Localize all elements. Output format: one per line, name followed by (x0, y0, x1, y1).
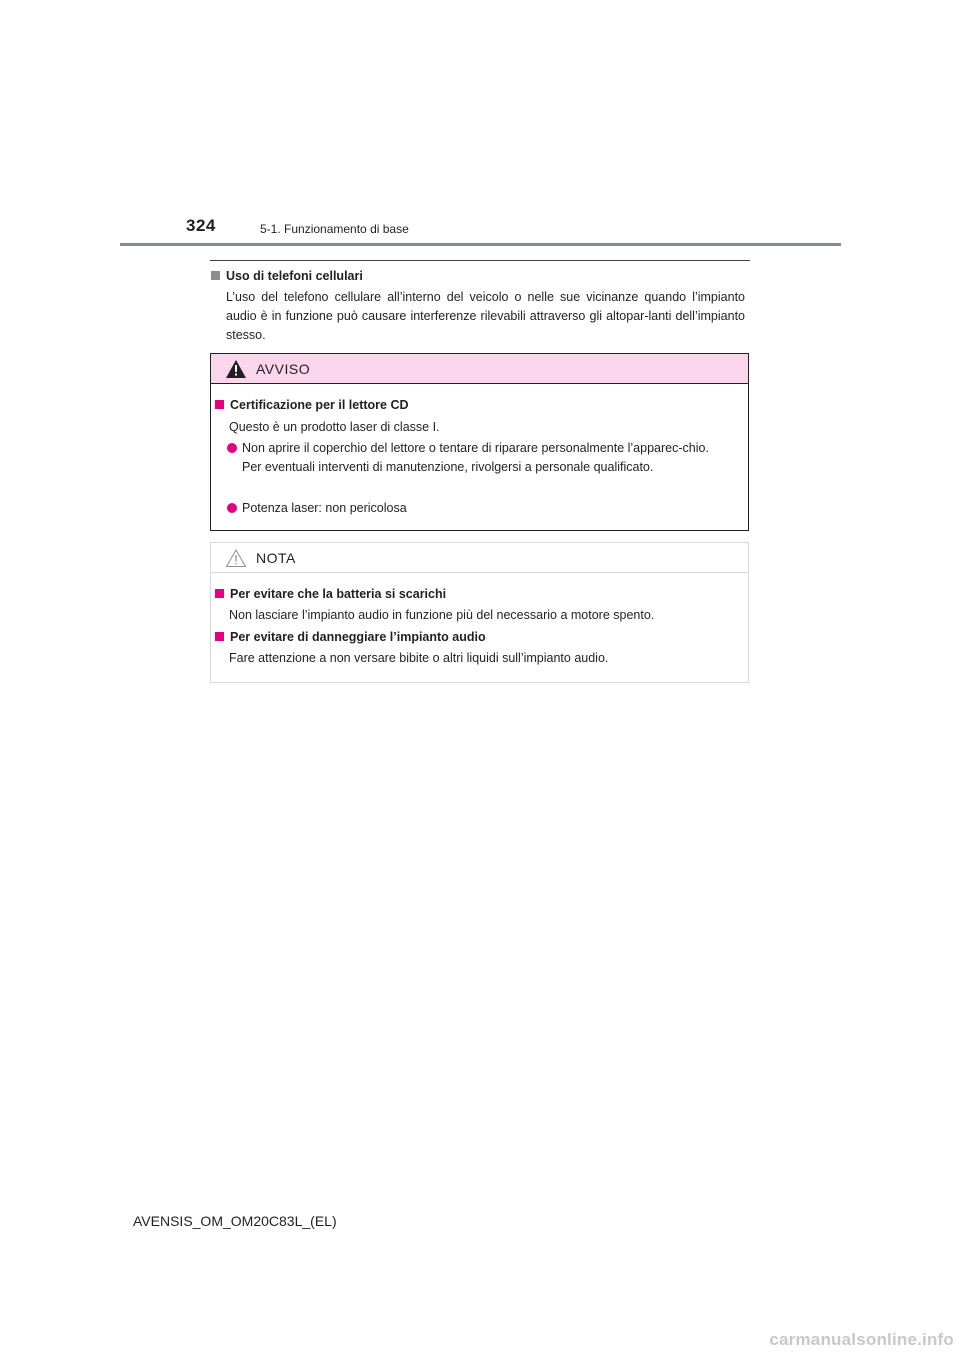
note-item-text-1: Non lasciare l’impianto audio in funzione più del necessario a motore spento. (229, 608, 655, 622)
round-bullet-icon (227, 503, 237, 513)
warning-box (210, 353, 749, 531)
warning-bullet-1 (242, 439, 742, 477)
section-divider (210, 260, 750, 261)
warning-triangle-icon (226, 360, 246, 378)
note-box-header (211, 543, 748, 573)
note-item-title-1-text: Per evitare che la batteria si scarichi (230, 587, 447, 601)
watermark[interactable]: carmanualsonline.info (769, 1330, 954, 1349)
square-bullet-icon (215, 400, 224, 409)
square-bullet-icon (215, 589, 224, 598)
header-rule (120, 243, 841, 246)
square-bullet-icon (215, 632, 224, 641)
note-item-title-1 (215, 587, 446, 601)
warning-bullet-1-line2: Per eventuali interventi di manutenzione, rivolgersi a personale qualificato. (242, 460, 654, 474)
document-code: AVENSIS_OM_OM20C83L_(EL) (133, 1213, 337, 1229)
caution-outline-triangle-icon (226, 549, 246, 567)
note-item-text-2: Fare attenzione a non versare bibite o altri liquidi sull’impianto audio. (229, 651, 609, 665)
warning-bullet-2: Potenza laser: non pericolosa (242, 501, 407, 515)
warning-label: AVVISO (256, 361, 311, 377)
warning-item-text: Questo è un prodotto laser di classe I. (229, 420, 440, 434)
note-label: NOTA (256, 550, 296, 566)
warning-box-header (211, 354, 748, 384)
round-bullet-icon (227, 443, 237, 453)
warning-item-title-text: Certificazione per il lettore CD (230, 398, 409, 412)
warning-item-title (215, 398, 409, 412)
intro-heading-text: Uso di telefoni cellulari (226, 269, 363, 283)
warning-bullet-1-line1: Non aprire il coperchio del lettore o tentare di riparare personalmente l’apparec-chio. (242, 441, 709, 455)
intro-heading (211, 269, 363, 283)
note-item-title-2-text: Per evitare di danneggiare l’impianto audio (230, 630, 486, 644)
intro-body: L’uso del telefono cellulare all’interno del veicolo o nelle sue vicinanze quando l’impianto audio è in funzione può causare interferenze rilevabili attraverso gli altopar-lanti dell’impianto stesso. (226, 290, 745, 342)
section-title: 5-1. Funzionamento di base (260, 222, 409, 236)
note-item-title-2 (215, 630, 486, 644)
square-bullet-icon (211, 271, 220, 280)
page-number: 324 (186, 216, 216, 235)
note-box (210, 542, 749, 683)
